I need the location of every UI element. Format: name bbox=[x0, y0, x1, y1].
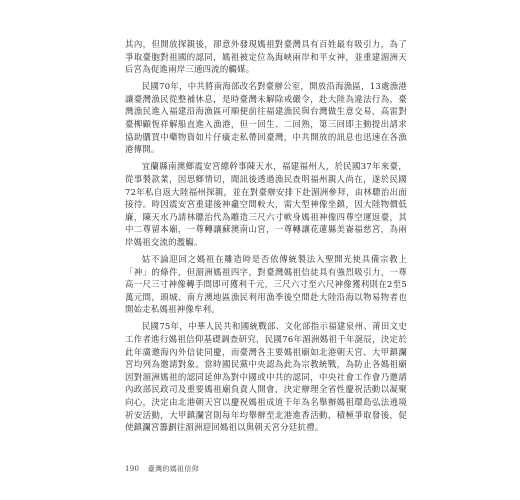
page-footer bbox=[125, 464, 199, 474]
paragraph: 民國70年，中共將南海部改名對臺辦公室，開放沿海漁區，13處漁港讓臺灣漁民從整補休息，是時臺灣未解除戒嚴令，赴大陸為違法行為，臺灣漁民進入福建沿海漁區可順便前往福建漁民與台灣做生意交易，高雷對臺柳顧恆祥解船直進入漁港，但一回生、二回熟，第三回即主動提出請求協助購買中藥物資如片仔癀走私帶回臺灣，中共開放的訊息也迅速在各漁港傳開。 bbox=[125, 81, 407, 155]
page-body bbox=[125, 38, 407, 438]
paragraph: 宜蘭縣南澳鄉震安宮總幹事陳天水，福建福州人，於民國37年來臺，從事製款業，因思鄉情切，聞訊後透過漁民查明福州親人尚在，遂於民國72年私自返大陸福州探親，並在對臺辦安排下赴湄洲參拜，由林聰治出面接待。時因震安宮重建後神龕空間較大，需大型神像坐鎮，因大陸物價低廉，陳天水乃請林聰治代為雕造三尺六寸軟身媽祖神像四尊空運返臺，其中二尊留本廟，一尊轉讓蘇澳南山宮，一尊轉讓花蓮縣美崙福慈宮，為兩岸媽祖交流的濫觴。 bbox=[125, 161, 407, 247]
paragraph: 其內，但開放探親後，卻意外發現媽祖對臺灣具有百姓最有吸引力，為了爭取臺胞對祖國的認同，媽祖被定位為海峽兩岸和平女神，並重建湄洲天后宮為促進兩岸三通四流的觸媒。 bbox=[125, 39, 407, 75]
paragraph: 民國75年，中華人民共和國統戰部、文化部指示福建泉州、莆田文史工作者進行媽祖信仰基礎調查研究，民國76年湄洲媽祖千年誕辰，決定於此年廣邀海內外信徒同慶，而臺灣各主要媽祖廟如北港朝天宮、大甲鎮瀾宮均列為邀請對象。當時國民黨中央認為此為宗教統戰，為防止各媽祖廟因對湄洲媽祖的認同延伸為對中國或中共的認同，中央社會工作會乃邀請內政部民政司及重要媽祖廟負責人開會，決定辦理全省性慶祝活動以凝聚向心，決定由北港朝天宮以慶祝媽祖成道千年為名舉辦媽祖環島弘法遶境祈安活動，大甲鎮瀾宮則每年均舉辦至北港進香活動，積極爭取發後，促使鎮瀾宮籌劃往湄洲迎回媽祖以與朝天宮分廷抗禮。 bbox=[125, 321, 407, 433]
paragraph: 姑不論迎回之媽祖在雕造時是否依傳統製法入聖開光使具備宗教上「神」的條件，但湄洲媽祖四字，對臺灣媽祖信徒具有強烈吸引力，一尊高一尺三寸神像轉手間即可獲利千元，三尺六寸至六尺神像獲利則在2至5萬元間，頭城、南方澳地區漁民利用漁季後空間赴大陸沿海以物易物者也開始走私媽祖神像牟利。 bbox=[125, 254, 407, 315]
page-number: 190 bbox=[125, 465, 140, 473]
book-title: 臺灣的媽祖信仰 bbox=[147, 465, 199, 473]
